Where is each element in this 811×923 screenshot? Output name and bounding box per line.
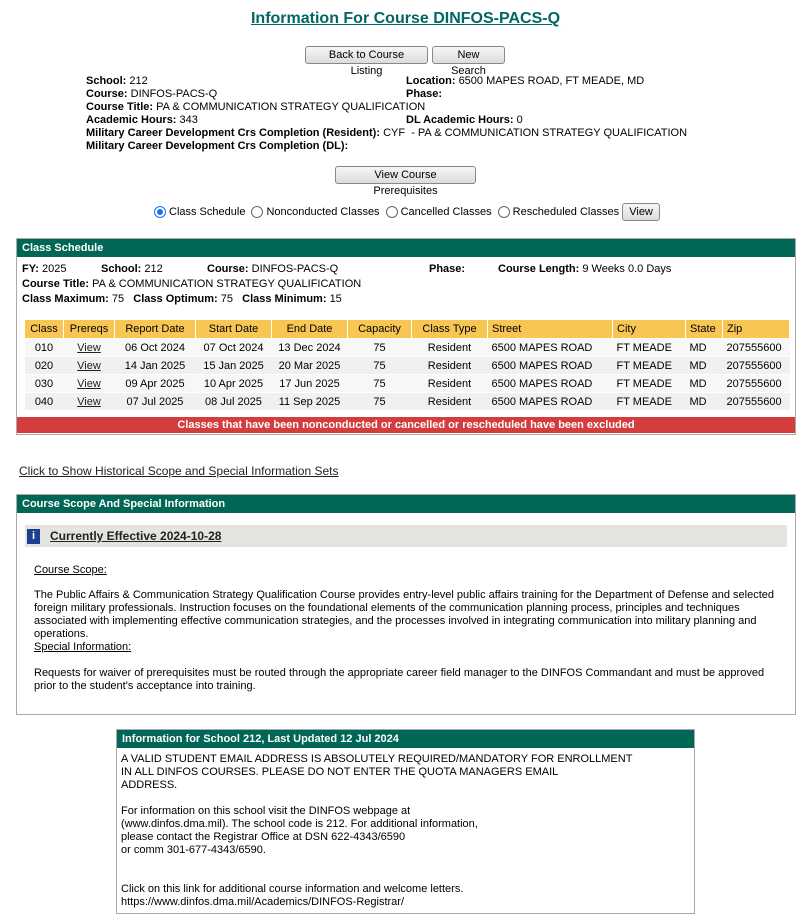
capacity-cell: 75 xyxy=(348,339,412,357)
col-start-date: Start Date xyxy=(196,320,272,339)
excluded-classes-notice: Classes that have been nonconducted or cancelled or rescheduled have been excluded xyxy=(17,417,795,433)
school-label: School: xyxy=(86,75,127,87)
street-cell: 6500 MAPES ROAD xyxy=(488,393,613,411)
school-info-header: Information for School 212, Last Updated 12 Jul 2024 xyxy=(117,730,694,748)
course-length-label: Course Length: xyxy=(498,263,580,275)
historical-scope-link[interactable]: Click to Show Historical Scope and Special Information Sets xyxy=(19,464,339,478)
radio-label-nonconducted: Nonconducted Classes xyxy=(266,206,380,218)
state-cell: MD xyxy=(686,375,723,393)
col-city: City xyxy=(613,320,686,339)
location-value: 6500 MAPES ROAD, FT MEADE, MD xyxy=(458,75,645,87)
special-info-text: Requests for waiver of prerequisites must be routed through the appropriate career field manager to the DINFOS Commandant and must be approved prior to the student's acceptance into training. xyxy=(34,667,765,692)
sched-course-value: DINFOS-PACS-Q xyxy=(251,263,339,275)
view-radio-button[interactable]: View xyxy=(622,203,660,221)
course-scope-label-row: Course Scope: xyxy=(34,564,107,576)
radio-label-cancelled: Cancelled Classes xyxy=(400,206,492,218)
mcd-dl-label: Military Career Development Crs Completion (DL): xyxy=(86,140,349,152)
start-date-cell: 07 Oct 2024 xyxy=(196,339,272,357)
end-date-cell: 13 Dec 2024 xyxy=(272,339,348,357)
class-number-cell: 020 xyxy=(25,357,64,375)
prereqs-view-link[interactable]: View xyxy=(77,377,101,390)
currently-effective-link[interactable]: Currently Effective 2024-10-28 xyxy=(50,529,222,543)
class-schedule-table xyxy=(24,319,790,411)
city-cell: FT MEADE xyxy=(613,339,686,357)
zip-cell: 207555600 xyxy=(723,375,790,393)
capacity-cell: 75 xyxy=(348,375,412,393)
report-date-cell: 09 Apr 2025 xyxy=(115,375,196,393)
prereqs-cell xyxy=(64,339,115,357)
class-type-cell: Resident xyxy=(412,375,488,393)
class-max-value: 75 xyxy=(111,293,125,305)
col-street: Street xyxy=(488,320,613,339)
prereqs-view-link[interactable]: View xyxy=(77,341,101,354)
col-report-date: Report Date xyxy=(115,320,196,339)
table-row xyxy=(25,375,790,393)
sched-school-value: 212 xyxy=(144,263,163,275)
course-length-value: 9 Weeks 0.0 Days xyxy=(582,263,672,275)
fy-label: FY: xyxy=(22,263,39,275)
class-opt-label: Class Optimum: xyxy=(133,293,218,305)
class-schedule-panel xyxy=(16,238,796,435)
radio-cancelled[interactable] xyxy=(386,206,398,218)
info-icon: i xyxy=(27,529,40,544)
state-cell: MD xyxy=(686,339,723,357)
col-state: State xyxy=(686,320,723,339)
col-class: Class xyxy=(25,320,64,339)
school-info-body: A VALID STUDENT EMAIL ADDRESS IS ABSOLUTELY REQUIRED/MANDATORY FOR ENROLLMENT IN ALL DINFOS COURSES. PLEASE DO NOT ENTER THE QUOTA MANAGERS EMAIL ADDRESS. For information on this school visit the DINFOS webpage at (www.dinfos.dma.mil). The school code is 212. For additional information, please contact the Registrar Office at DSN 622-4343/6590 or comm 301-677-4343/6590. Click on this link for additional course information and welcome letters. https://www.dinfos.dma.mil/Academics/DINFOS-Registrar/ xyxy=(121,753,633,908)
start-date-cell: 08 Jul 2025 xyxy=(196,393,272,411)
end-date-cell: 11 Sep 2025 xyxy=(272,393,348,411)
course-scope-header: Course Scope And Special Information xyxy=(17,495,795,513)
street-cell: 6500 MAPES ROAD xyxy=(488,357,613,375)
class-type-cell: Resident xyxy=(412,393,488,411)
col-zip: Zip xyxy=(723,320,790,339)
prereqs-view-link[interactable]: View xyxy=(77,395,101,408)
class-type-cell: Resident xyxy=(412,357,488,375)
class-schedule-summary xyxy=(17,257,795,313)
view-prerequisites-button[interactable]: View Course Prerequisites xyxy=(335,166,476,184)
special-info-label: Special Information xyxy=(34,641,129,653)
col-end-date: End Date xyxy=(272,320,348,339)
prereqs-cell xyxy=(64,357,115,375)
start-date-cell: 15 Jan 2025 xyxy=(196,357,272,375)
page-title: Information For Course DINFOS-PACS-Q xyxy=(250,10,561,27)
class-min-value: 15 xyxy=(329,293,342,305)
course-scope-panel xyxy=(16,494,796,715)
table-row xyxy=(25,339,790,357)
course-scope-text: The Public Affairs & Communication Strategy Qualification Course provides entry-level public affairs training for the Department of Defense and selected foreign military professionals. Instruction focuses on the foundational elements of the communication planning process, principles and techniques associated with implementing effective communication strategies, and the processes involved in integrating communication into military planning and operations. xyxy=(34,589,775,640)
phase-label: Phase: xyxy=(406,88,443,100)
report-date-cell: 06 Oct 2024 xyxy=(115,339,196,357)
academic-hours-label: Academic Hours: xyxy=(86,114,177,126)
dl-hours-value: 0 xyxy=(516,114,523,126)
school-info-panel xyxy=(116,729,695,914)
city-cell: FT MEADE xyxy=(613,357,686,375)
course-title-label: Course Title: xyxy=(86,101,154,113)
class-opt-value: 75 xyxy=(220,293,233,305)
street-cell: 6500 MAPES ROAD xyxy=(488,339,613,357)
class-type-cell: Resident xyxy=(412,339,488,357)
zip-cell: 207555600 xyxy=(723,393,790,411)
fy-value: 2025 xyxy=(41,263,67,275)
class-number-cell: 040 xyxy=(25,393,64,411)
prereqs-cell xyxy=(64,393,115,411)
sched-title-label: Course Title: xyxy=(22,278,90,290)
radio-class-schedule[interactable] xyxy=(154,206,166,218)
zip-cell: 207555600 xyxy=(723,339,790,357)
state-cell: MD xyxy=(686,357,723,375)
city-cell: FT MEADE xyxy=(613,393,686,411)
course-label: Course: xyxy=(86,88,128,100)
mcd-resident-value: CYF - PA & COMMUNICATION STRATEGY QUALIFICATION xyxy=(383,127,688,139)
state-cell: MD xyxy=(686,393,723,411)
new-search-button[interactable]: New Search xyxy=(432,46,505,64)
radio-label-class-schedule: Class Schedule xyxy=(169,206,246,218)
course-title-value: PA & COMMUNICATION STRATEGY QUALIFICATION xyxy=(156,101,426,113)
prereqs-cell xyxy=(64,375,115,393)
school-value: 212 xyxy=(129,75,148,87)
sched-school-label: School: xyxy=(101,263,142,275)
capacity-cell: 75 xyxy=(348,357,412,375)
back-to-listing-button[interactable]: Back to Course Listing xyxy=(305,46,428,64)
city-cell: FT MEADE xyxy=(613,375,686,393)
end-date-cell: 20 Mar 2025 xyxy=(272,357,348,375)
mcd-resident-label: Military Career Development Crs Completion (Resident): xyxy=(86,127,381,139)
start-date-cell: 10 Apr 2025 xyxy=(196,375,272,393)
col-class-type: Class Type xyxy=(412,320,488,339)
class-number-cell: 030 xyxy=(25,375,64,393)
radio-nonconducted[interactable] xyxy=(251,206,263,218)
capacity-cell: 75 xyxy=(348,393,412,411)
report-date-cell: 07 Jul 2025 xyxy=(115,393,196,411)
sched-course-label: Course: xyxy=(207,263,249,275)
col-prereqs: Prereqs xyxy=(64,320,115,339)
class-view-radio-group xyxy=(154,203,660,221)
table-row xyxy=(25,357,790,375)
end-date-cell: 17 Jun 2025 xyxy=(272,375,348,393)
prereqs-view-link[interactable]: View xyxy=(77,359,101,372)
col-capacity: Capacity xyxy=(348,320,412,339)
location-label: Location: xyxy=(406,75,456,87)
zip-cell: 207555600 xyxy=(723,357,790,375)
class-min-label: Class Minimum: xyxy=(242,293,327,305)
sched-title-value: PA & COMMUNICATION STRATEGY QUALIFICATION xyxy=(92,278,362,290)
dl-hours-label: DL Academic Hours: xyxy=(406,114,514,126)
report-date-cell: 14 Jan 2025 xyxy=(115,357,196,375)
course-scope-label: Course Scope xyxy=(34,564,104,576)
radio-label-rescheduled: Rescheduled Classes xyxy=(512,206,620,218)
radio-rescheduled[interactable] xyxy=(498,206,510,218)
table-row xyxy=(25,393,790,411)
class-number-cell: 010 xyxy=(25,339,64,357)
sched-phase-label: Phase: xyxy=(429,263,466,275)
table-header-row xyxy=(25,320,790,339)
special-info-label-row: Special Information: xyxy=(34,641,132,653)
street-cell: 6500 MAPES ROAD xyxy=(488,375,613,393)
class-schedule-header: Class Schedule xyxy=(17,239,795,257)
currently-effective-bar[interactable] xyxy=(25,525,787,547)
class-max-label: Class Maximum: xyxy=(22,293,109,305)
course-value: DINFOS-PACS-Q xyxy=(130,88,218,100)
academic-hours-value: 343 xyxy=(179,114,198,126)
